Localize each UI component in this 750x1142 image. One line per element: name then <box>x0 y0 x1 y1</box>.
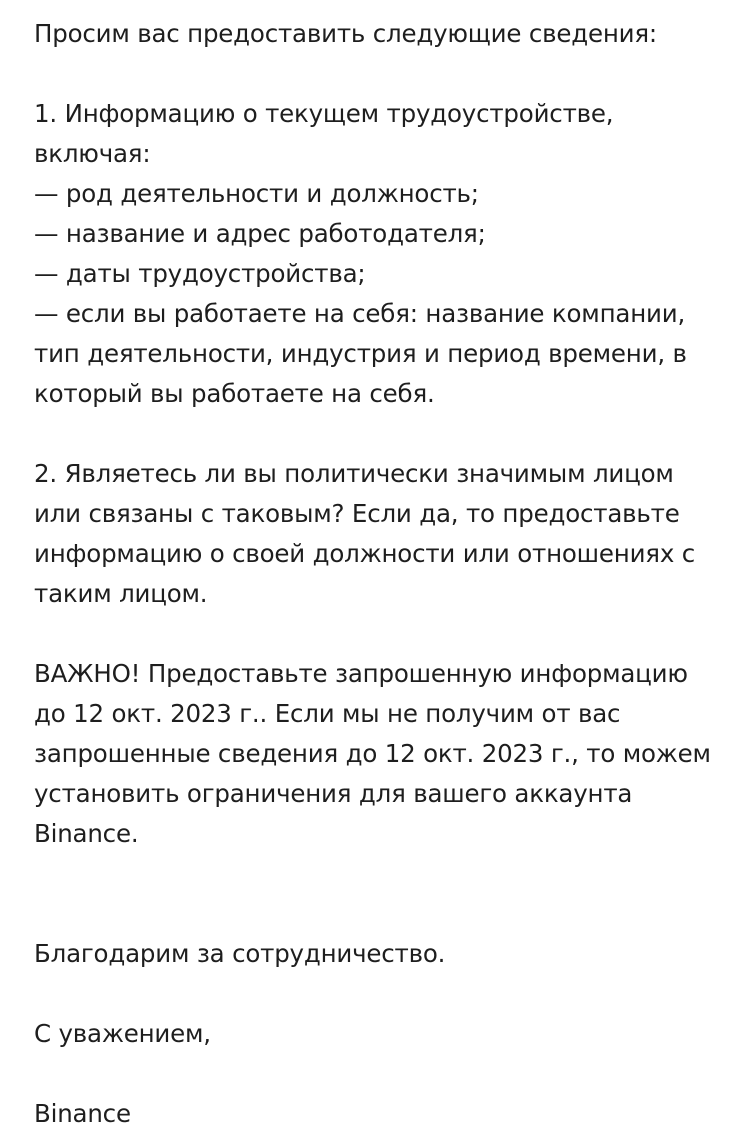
signature-text: Binance <box>34 1099 131 1128</box>
employment-heading-cont: включая: <box>34 139 151 168</box>
paragraph-spacer <box>34 414 724 454</box>
paragraph-spacer <box>34 854 724 934</box>
pep-question-line: таким лицом. <box>34 579 208 608</box>
pep-question-section <box>34 454 724 614</box>
important-notice-line: Binance. <box>34 819 139 848</box>
paragraph-spacer <box>34 614 724 654</box>
message-body <box>34 14 724 1134</box>
employment-bullet-self-employed-end: который вы работаете на себя. <box>34 379 435 408</box>
employment-bullet-self-employed: — если вы работаете на себя: название компании, <box>34 299 686 328</box>
employment-request-section <box>34 94 724 414</box>
thanks-text: Благодарим за сотрудничество. <box>34 939 446 968</box>
employment-bullet-self-employed-cont: тип деятельности, индустрия и период времени, в <box>34 339 687 368</box>
pep-question-line: или связаны с таковым? Если да, то предоставьте <box>34 499 680 528</box>
paragraph-spacer <box>34 1054 724 1094</box>
important-notice-line: установить ограничения для вашего аккаунта <box>34 779 633 808</box>
important-notice-line: запрошенные сведения до 12 окт. 2023 г., то можем <box>34 739 711 768</box>
intro-text: Просим вас предоставить следующие сведения: <box>34 19 657 48</box>
important-notice-line: до 12 окт. 2023 г.. Если мы не получим от вас <box>34 699 621 728</box>
important-notice-line: ВАЖНО! Предоставьте запрошенную информацию <box>34 659 688 688</box>
employment-heading: 1. Информацию о текущем трудоустройстве, <box>34 99 614 128</box>
employment-bullet-dates: — даты трудоустройства; <box>34 259 366 288</box>
pep-question-line: 2. Являетесь ли вы политически значимым лицом <box>34 459 674 488</box>
paragraph-spacer <box>34 54 724 94</box>
important-notice-section <box>34 654 724 854</box>
paragraph-spacer <box>34 974 724 1014</box>
employment-bullet-employer: — название и адрес работодателя; <box>34 219 486 248</box>
employment-bullet-occupation: — род деятельности и должность; <box>34 179 479 208</box>
pep-question-line: информацию о своей должности или отношениях с <box>34 539 696 568</box>
closing-text: С уважением, <box>34 1019 211 1048</box>
